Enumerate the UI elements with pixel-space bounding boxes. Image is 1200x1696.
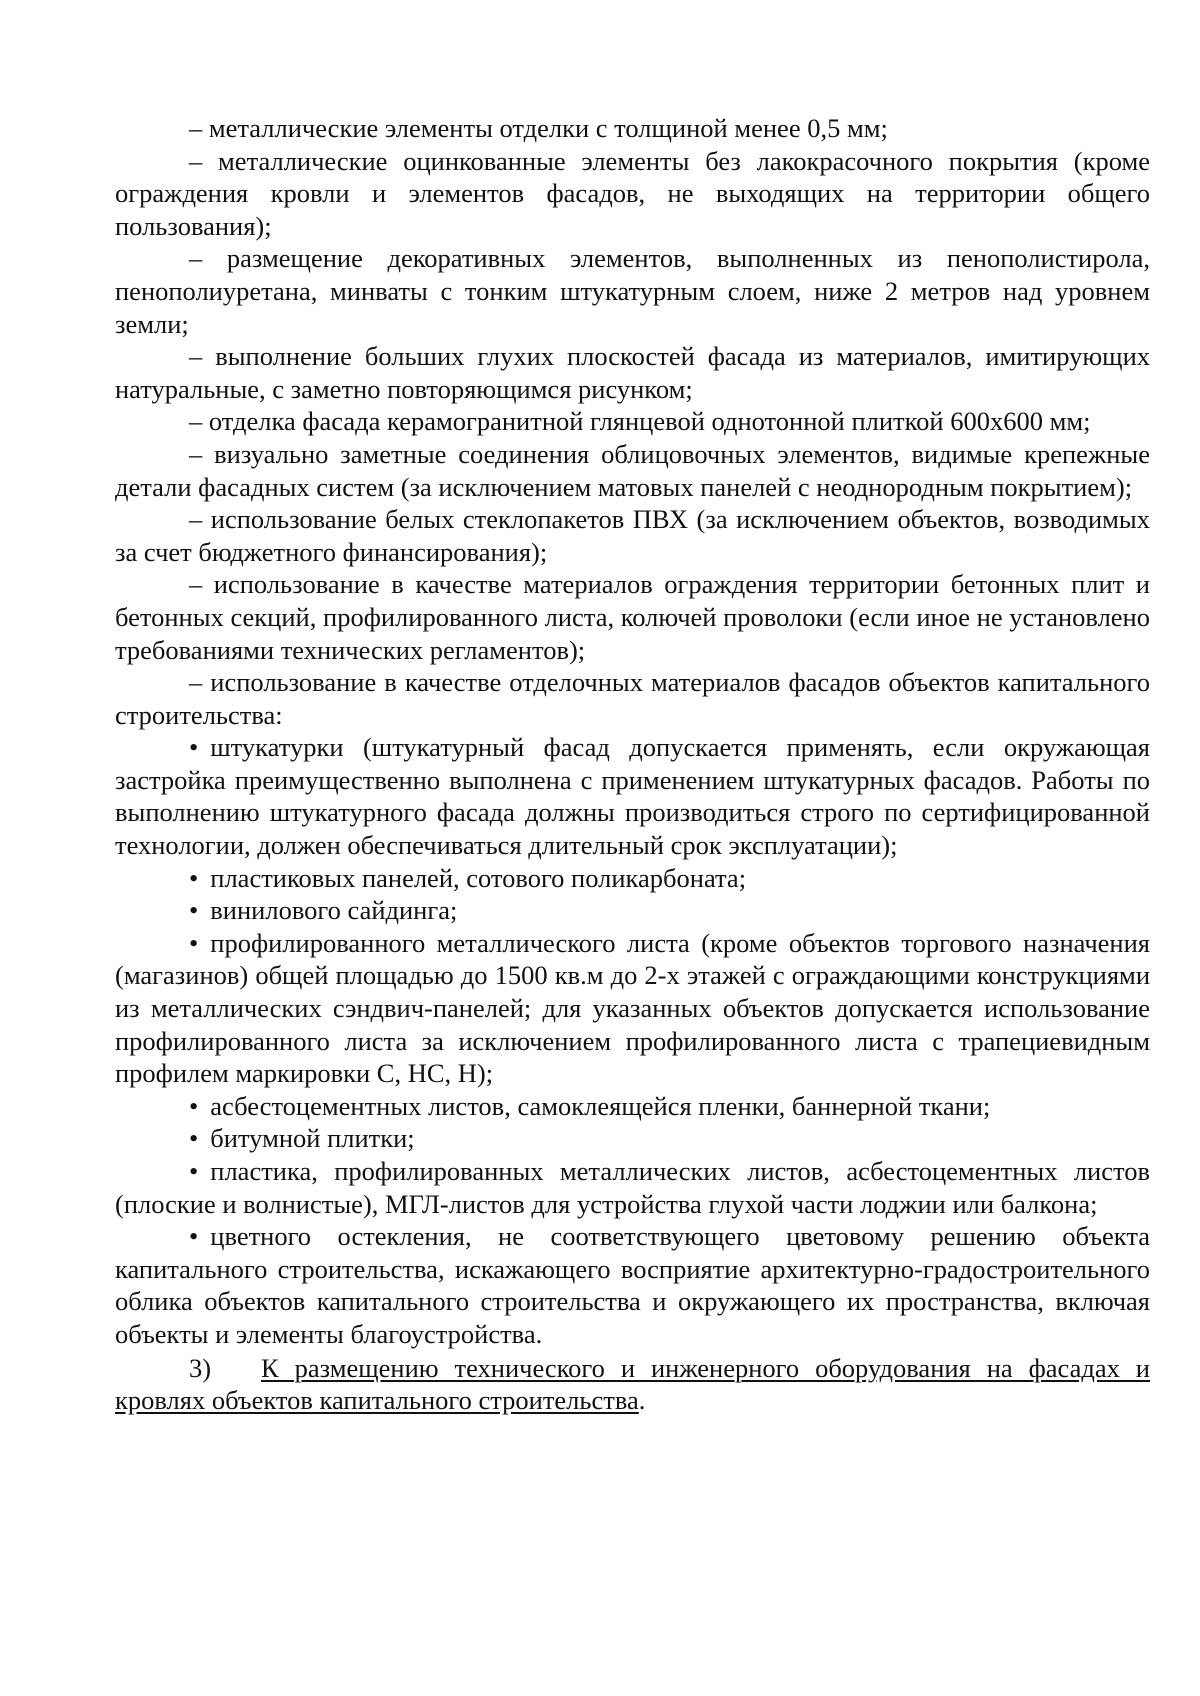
bullet-icon: • [189, 1156, 199, 1186]
bullet-icon: • [189, 1221, 199, 1252]
bullet-list-item [115, 1122, 1150, 1155]
bullet-text: цветного остекления, не соответствующего цветовому решению объекта капитального строительства, искажающего восприятие архитектурно-градостроительного облика объектов капитального строительства и окружающего их пространства, включая объекты и элементы благоустройства. [115, 1221, 1150, 1349]
list-item: – выполнение больших глухих плоскостей фасада из материалов, имитирующих натуральные, с заметно повторяющимся рисунком; [115, 341, 1150, 404]
list-item: – визуально заметные соединения облицовочных элементов, видимые крепежные детали фасадных систем (за исключением матовых панелей с неоднородным покрытием); [115, 438, 1150, 502]
list-item: – металлические элементы отделки с толщиной менее 0,5 мм; [189, 113, 888, 143]
list-item: – отделка фасада керамогранитной глянцевой однотонной плиткой 600х600 мм; [189, 406, 1091, 437]
bullet-list-item [115, 1155, 1150, 1220]
list-item: – размещение декоративных элементов, выполненных из пенополистирола, пенополиуретана, минваты с тонким штукатурным слоем, ниже 2 метров над уровнем земли; [115, 243, 1150, 339]
bullet-text: профилированного металлического листа (кроме объектов торгового назначения (магазинов) общей площадью до 1500 кв.м до 2-х этажей с ограждающими конструкциями из металлических сэндвич-панелей; для указанных объектов допускается использование профилированного листа за исключением профилированного листа с трапециевидным профилем маркировки С, НС, Н); [115, 927, 1150, 1089]
list-item: – металлические оцинкованные элементы без лакокрасочного покрытия (кроме ограждения кровли и элементов фасадов, не выходящих на территории общего пользования); [115, 145, 1150, 241]
section-title-end: . [638, 1385, 646, 1416]
bullet-text: пластиковых панелей, сотового поликарбоната; [210, 862, 747, 893]
bullet-list-item [115, 731, 1150, 861]
bullet-text: пластика, профилированных металлических листов, асбестоцементных листов (плоские и волнистые), МГЛ-листов для устройства глухой части лоджии или балкона; [115, 1156, 1150, 1219]
bullet-list-item [115, 1090, 1150, 1123]
bullet-icon: • [189, 1090, 199, 1121]
bullet-text: винилового сайдинга; [210, 895, 458, 926]
bullet-list-item [115, 927, 1150, 1090]
section-heading [115, 1352, 1150, 1417]
list-item: – использование в качестве материалов ограждения территории бетонных плит и бетонных секций, профилированного листа, колючей проволоки (если иное не установлено требованиями технических регламентов); [115, 569, 1150, 665]
bullet-icon: • [189, 927, 199, 958]
bullet-icon: • [189, 732, 199, 763]
bullet-list-item [115, 862, 1150, 895]
document-page [115, 112, 1150, 1417]
bullet-text: штукатурки (штукатурный фасад допускается применять, если окружающая застройка преимущественно выполнена с применением штукатурных фасадов. Работы по выполнению штукатурного фасада должны производиться строго по сертифицированной технологии, должен обеспечиваться длительный срок эксплуатации); [115, 732, 1150, 861]
list-item: – использование в качестве отделочных материалов фасадов объектов капитального строительства: [115, 667, 1150, 730]
bullet-icon: • [189, 895, 199, 926]
section-number: 3) [189, 1352, 212, 1383]
bullet-icon: • [189, 1123, 199, 1154]
bullet-list-item [115, 1220, 1150, 1350]
bullet-list-item [115, 894, 1150, 927]
bullet-text: асбестоцементных листов, самоклеящейся пленки, баннерной ткани; [210, 1090, 991, 1121]
bullet-icon: • [189, 862, 199, 893]
bullet-text: битумной плитки; [210, 1123, 415, 1154]
section-title: К размещению технического и инженерного оборудования на фасадах и кровлях объектов капитального строительства [115, 1352, 1150, 1416]
list-item: – использование белых стеклопакетов ПВХ (за исключением объектов, возводимых за счет бюджетного финансирования); [115, 504, 1150, 567]
